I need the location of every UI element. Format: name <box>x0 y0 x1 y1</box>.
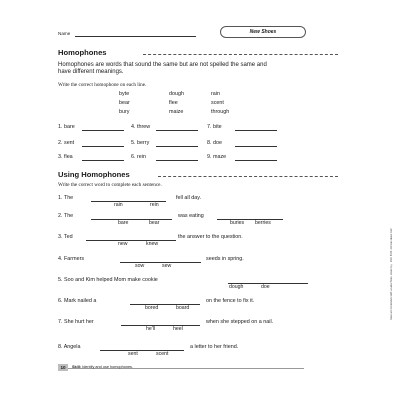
choice-word: buries <box>230 220 245 226</box>
bank-word: maize <box>169 109 184 115</box>
choice-word: heel <box>173 326 183 332</box>
sentence-text: fell all day. <box>176 195 202 201</box>
sentence-text: the answer to the question. <box>178 234 243 240</box>
choice-word: sow <box>135 263 145 269</box>
instruction-2: Write the correct word to complete each sentence. <box>58 182 162 188</box>
section-title-homophones: Homophones <box>58 48 107 57</box>
choice-word: sent <box>128 351 138 357</box>
choice-word: sew <box>162 263 172 269</box>
name-label: Name <box>58 31 71 36</box>
sentence-text: 2. The <box>58 213 74 219</box>
sentence-text: 8. Angela <box>58 344 81 350</box>
answer-line[interactable] <box>100 350 184 351</box>
answer-line[interactable] <box>121 325 200 326</box>
footer-skill-text: Identify and use homophones. <box>82 365 134 369</box>
sentence-text: on the fence to fix it. <box>206 298 255 304</box>
choice-word: scent <box>156 351 169 357</box>
choice-word: doe <box>261 284 270 290</box>
section-divider <box>143 54 338 55</box>
bank-word: dough <box>169 91 184 97</box>
answer-line[interactable] <box>82 160 124 161</box>
page-number: 10 <box>58 364 68 371</box>
story-title-badge: New Shoes <box>220 26 306 38</box>
side-copyright-text: Read and Understand with Leveled Texts, Grade 3 © EMC 5443 • All Ears about Corn <box>390 228 393 320</box>
footer-skill <box>72 364 133 371</box>
choice-word: knew <box>146 241 159 247</box>
homophone-item: 9. maze <box>207 154 227 160</box>
sentence-text: seeds in spring. <box>206 256 244 262</box>
sentence-text: 6. Mark nailed a <box>58 298 97 304</box>
homophone-item: 4. threw <box>131 124 151 130</box>
bank-word: flee <box>169 100 178 106</box>
choice-word: rein <box>150 202 159 208</box>
bank-word: scent <box>211 100 224 106</box>
bank-word: rain <box>211 91 220 97</box>
homophone-item: 2. sent <box>58 140 75 146</box>
choice-word: bare <box>118 220 129 226</box>
answer-line[interactable] <box>235 160 277 161</box>
answer-line[interactable] <box>82 130 124 131</box>
sentence-text: 4. Farmers <box>58 256 85 262</box>
answer-line[interactable] <box>217 219 283 220</box>
choice-word: he'll <box>146 326 156 332</box>
answer-line[interactable] <box>156 130 198 131</box>
sentence-text: 1. The <box>58 195 74 201</box>
bank-word: byte <box>119 91 130 97</box>
bank-word: through <box>211 109 230 115</box>
answer-line[interactable] <box>82 146 124 147</box>
choice-word: board <box>176 305 190 311</box>
homophone-item: 5. berry <box>131 140 150 146</box>
homophone-item: 1. bare <box>58 124 75 130</box>
homophone-item: 8. doe <box>207 140 222 146</box>
section-divider <box>158 176 338 177</box>
choice-word: bored <box>145 305 159 311</box>
answer-line[interactable] <box>156 160 198 161</box>
bank-word: bear <box>119 100 130 106</box>
answer-line[interactable] <box>156 146 198 147</box>
sentence-text: 5. Soo and Kim helped Mom make cookie <box>58 277 158 283</box>
sentence-text: when she stepped on a nail. <box>206 319 274 325</box>
bank-word: bury <box>119 109 130 115</box>
sentence-text: was eating <box>178 213 204 219</box>
answer-line[interactable] <box>130 304 200 305</box>
choice-word: dough <box>229 284 244 290</box>
answer-line[interactable] <box>235 130 277 131</box>
choice-word: bear <box>149 220 160 226</box>
homophone-item: 6. rein <box>131 154 146 160</box>
answer-line[interactable] <box>91 219 172 220</box>
choice-word: rain <box>114 202 123 208</box>
choice-word: new <box>118 241 128 247</box>
homophone-item: 7. bite <box>207 124 222 130</box>
homophones-definition: Homophones are words that sound the same but are not spelled the same and have different meanings. <box>58 62 267 76</box>
sentence-text: 7. She hurt her <box>58 319 94 325</box>
sentence-text: a letter to her friend. <box>190 344 239 350</box>
choice-word: berries <box>255 220 271 226</box>
answer-line[interactable] <box>86 240 176 241</box>
section-title-using-homophones: Using Homophones <box>58 170 130 179</box>
instruction-1: Write the correct homophone on each line. <box>58 82 147 88</box>
name-line[interactable] <box>75 36 196 37</box>
answer-line[interactable] <box>120 262 201 263</box>
homophone-item: 3. flea <box>58 154 73 160</box>
sentence-text: 3. Ted <box>58 234 73 240</box>
footer-skill-label: Skill: <box>72 365 82 369</box>
answer-line[interactable] <box>235 146 277 147</box>
